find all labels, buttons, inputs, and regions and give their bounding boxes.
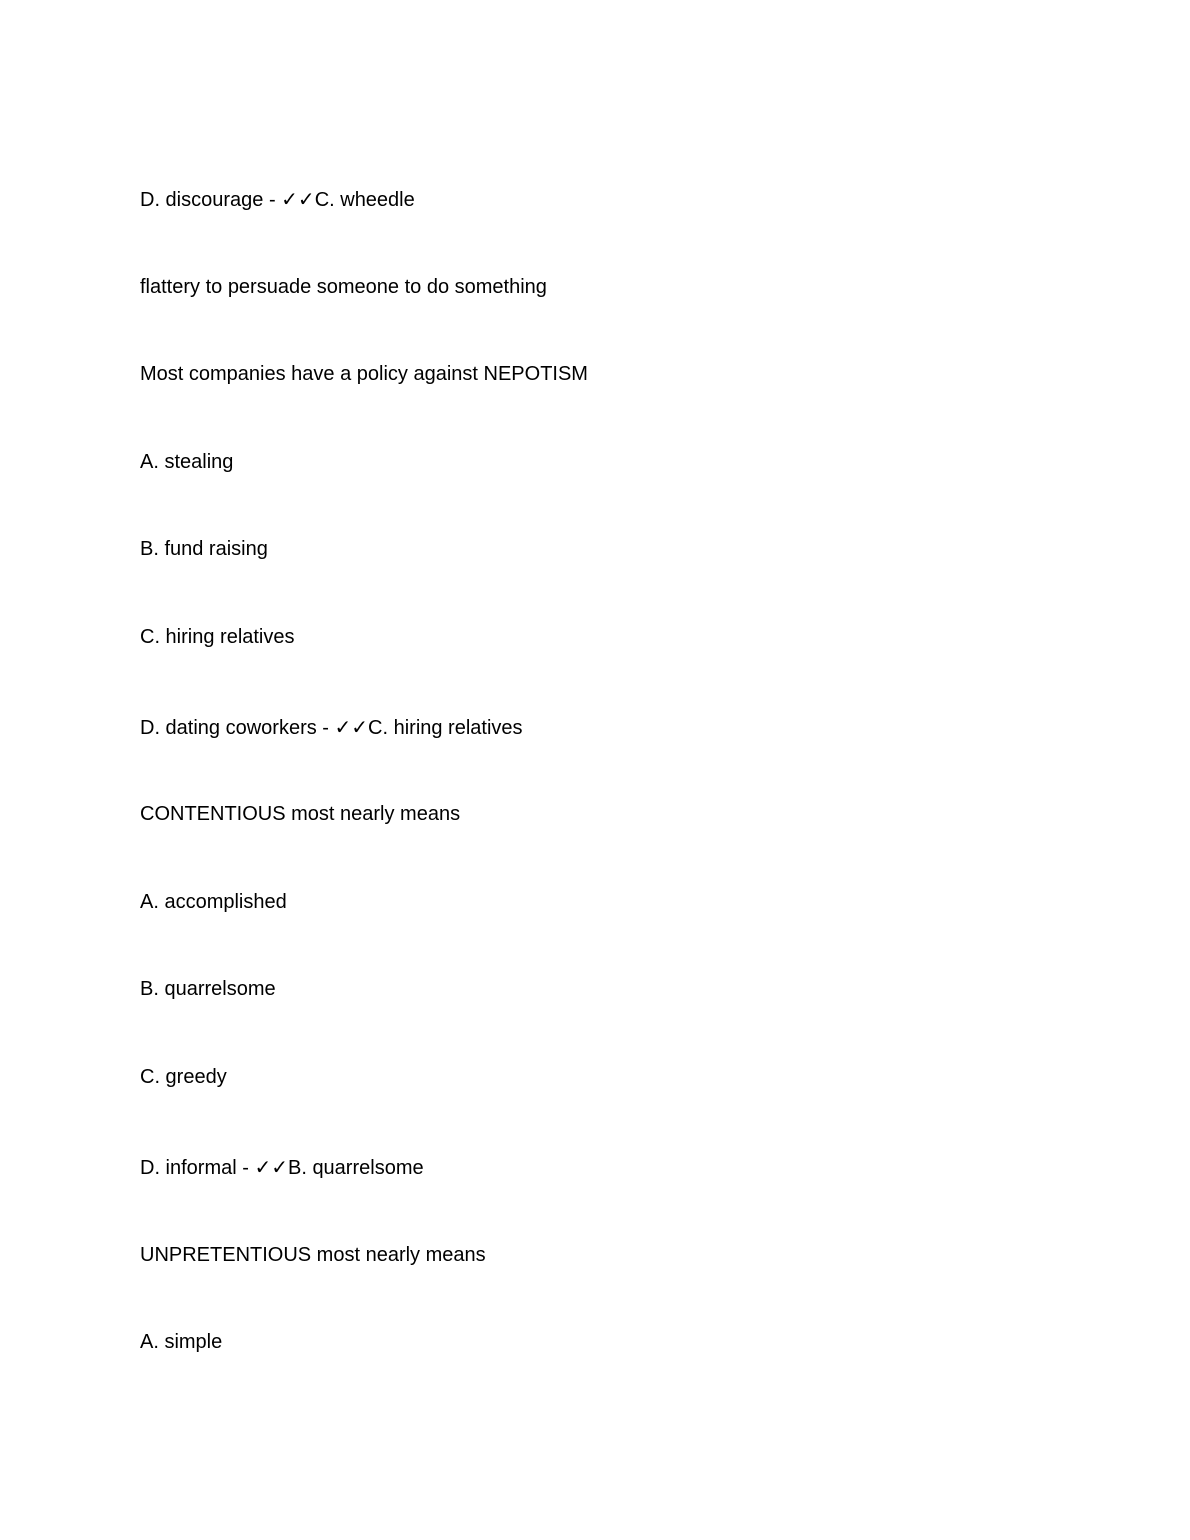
option-line: B. quarrelsome	[140, 978, 276, 1000]
option-line: A. accomplished	[140, 891, 287, 913]
option-line: C. greedy	[140, 1066, 227, 1088]
option-line: B. fund raising	[140, 538, 268, 560]
correct-answer: C. wheedle	[314, 189, 415, 211]
question-line: CONTENTIOUS most nearly means	[140, 803, 461, 825]
question-line: Most companies have a policy against NEPOTISM	[140, 363, 588, 385]
option-line: A. stealing	[140, 451, 234, 473]
answer-line	[140, 715, 523, 740]
correct-answer: B. quarrelsome	[287, 1157, 424, 1179]
check-icon: ✓✓	[254, 1155, 288, 1179]
option-text: D. informal -	[140, 1157, 255, 1179]
option-line: C. hiring relatives	[140, 626, 295, 648]
definition-line: flattery to persuade someone to do something	[140, 276, 547, 298]
correct-answer: C. hiring relatives	[368, 717, 523, 739]
option-text: D. discourage -	[140, 189, 282, 211]
answer-line	[140, 1155, 424, 1180]
check-icon: ✓✓	[334, 715, 369, 739]
option-line: A. simple	[140, 1331, 223, 1353]
option-text: D. dating coworkers -	[140, 717, 335, 739]
question-line: UNPRETENTIOUS most nearly means	[140, 1244, 486, 1266]
answer-line	[140, 187, 415, 212]
check-icon: ✓✓	[281, 187, 315, 211]
